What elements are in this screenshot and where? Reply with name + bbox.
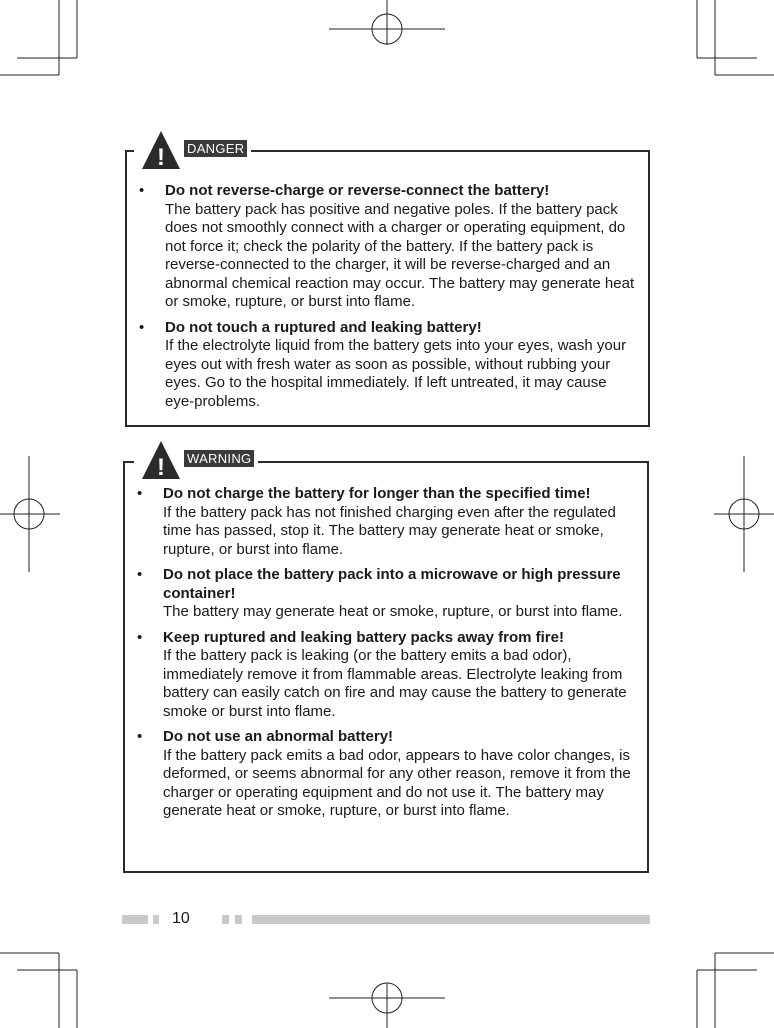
danger-label-text: DANGER — [184, 140, 247, 157]
warning-label — [134, 438, 258, 482]
list-item — [127, 182, 648, 312]
danger-box — [125, 150, 650, 427]
item-body: If the electrolyte liquid from the battery gets into your eyes, wash your eyes out with fresh water as soon as possible, without rubbing your eyes. Go to the hospital immediately. If left untreated, it may cause eye-problems. — [165, 337, 627, 410]
list-item — [127, 319, 648, 412]
warning-mark: ! — [157, 144, 165, 171]
list-item — [125, 566, 647, 622]
list-item — [125, 728, 647, 821]
list-item — [125, 485, 647, 559]
warning-triangle-icon — [140, 129, 182, 171]
warning-triangle-icon — [140, 439, 182, 481]
bullet: • — [137, 566, 143, 583]
item-body: The battery may generate heat or smoke, rupture, or burst into flame. — [163, 603, 623, 620]
footer-bar-long — [252, 915, 650, 924]
bullet: • — [139, 182, 145, 199]
footer-bar-segment — [235, 915, 242, 924]
footer-bar-segment — [122, 915, 148, 924]
danger-label — [134, 128, 251, 172]
bullet: • — [137, 628, 143, 646]
item-body: The battery pack has positive and negative poles. If the battery pack does not smoothly connect with a charger or operating equipment, do not force it; check the polarity of the battery. If the battery pack is reverse-connected to the charger, it will be reverse-charged and an abnormal chemical reaction may occur. The battery may generate heat or smoke, rupture, or burst into flame. — [165, 200, 635, 310]
list-item — [125, 629, 647, 722]
footer-bar-segment — [153, 915, 159, 924]
bullet: • — [137, 485, 143, 502]
footer-bar-segment — [222, 915, 229, 924]
warning-box — [123, 461, 649, 873]
warning-label-text: WARNING — [184, 450, 254, 467]
item-title: Do not use an abnormal battery! — [163, 728, 394, 745]
item-title: Do not reverse-charge or reverse-connect the battery! — [165, 182, 550, 199]
item-title: Do not charge the battery for longer than the specified time! — [163, 485, 591, 502]
danger-list — [127, 182, 648, 418]
bullet: • — [139, 318, 145, 336]
warning-mark: ! — [157, 454, 165, 481]
item-title: Keep ruptured and leaking battery packs away from fire! — [163, 628, 564, 646]
item-body: If the battery pack emits a bad odor, appears to have color changes, is deformed, or seems abnormal for any other reason, remove it from the charger or operating equipment and do not use it. The battery may generate heat or smoke, rupture, or burst into flame. — [163, 746, 631, 819]
item-title: Do not touch a ruptured and leaking battery! — [165, 318, 482, 336]
item-body: If the battery pack has not finished charging even after the regulated time has passed, stop it. The battery may generate heat or smoke, rupture, or burst into flame. — [163, 503, 616, 558]
page-number: 10 — [172, 910, 190, 927]
warning-list — [125, 485, 647, 828]
bullet: • — [137, 728, 143, 745]
item-title: Do not place the battery pack into a microwave or high pressure container! — [163, 566, 621, 602]
item-body: If the battery pack is leaking (or the battery emits a bad odor), immediately remove it from flammable areas. Electrolyte leaking from battery can easily catch on fire and may cause the battery to generate smoke or burst into flame. — [163, 647, 627, 720]
